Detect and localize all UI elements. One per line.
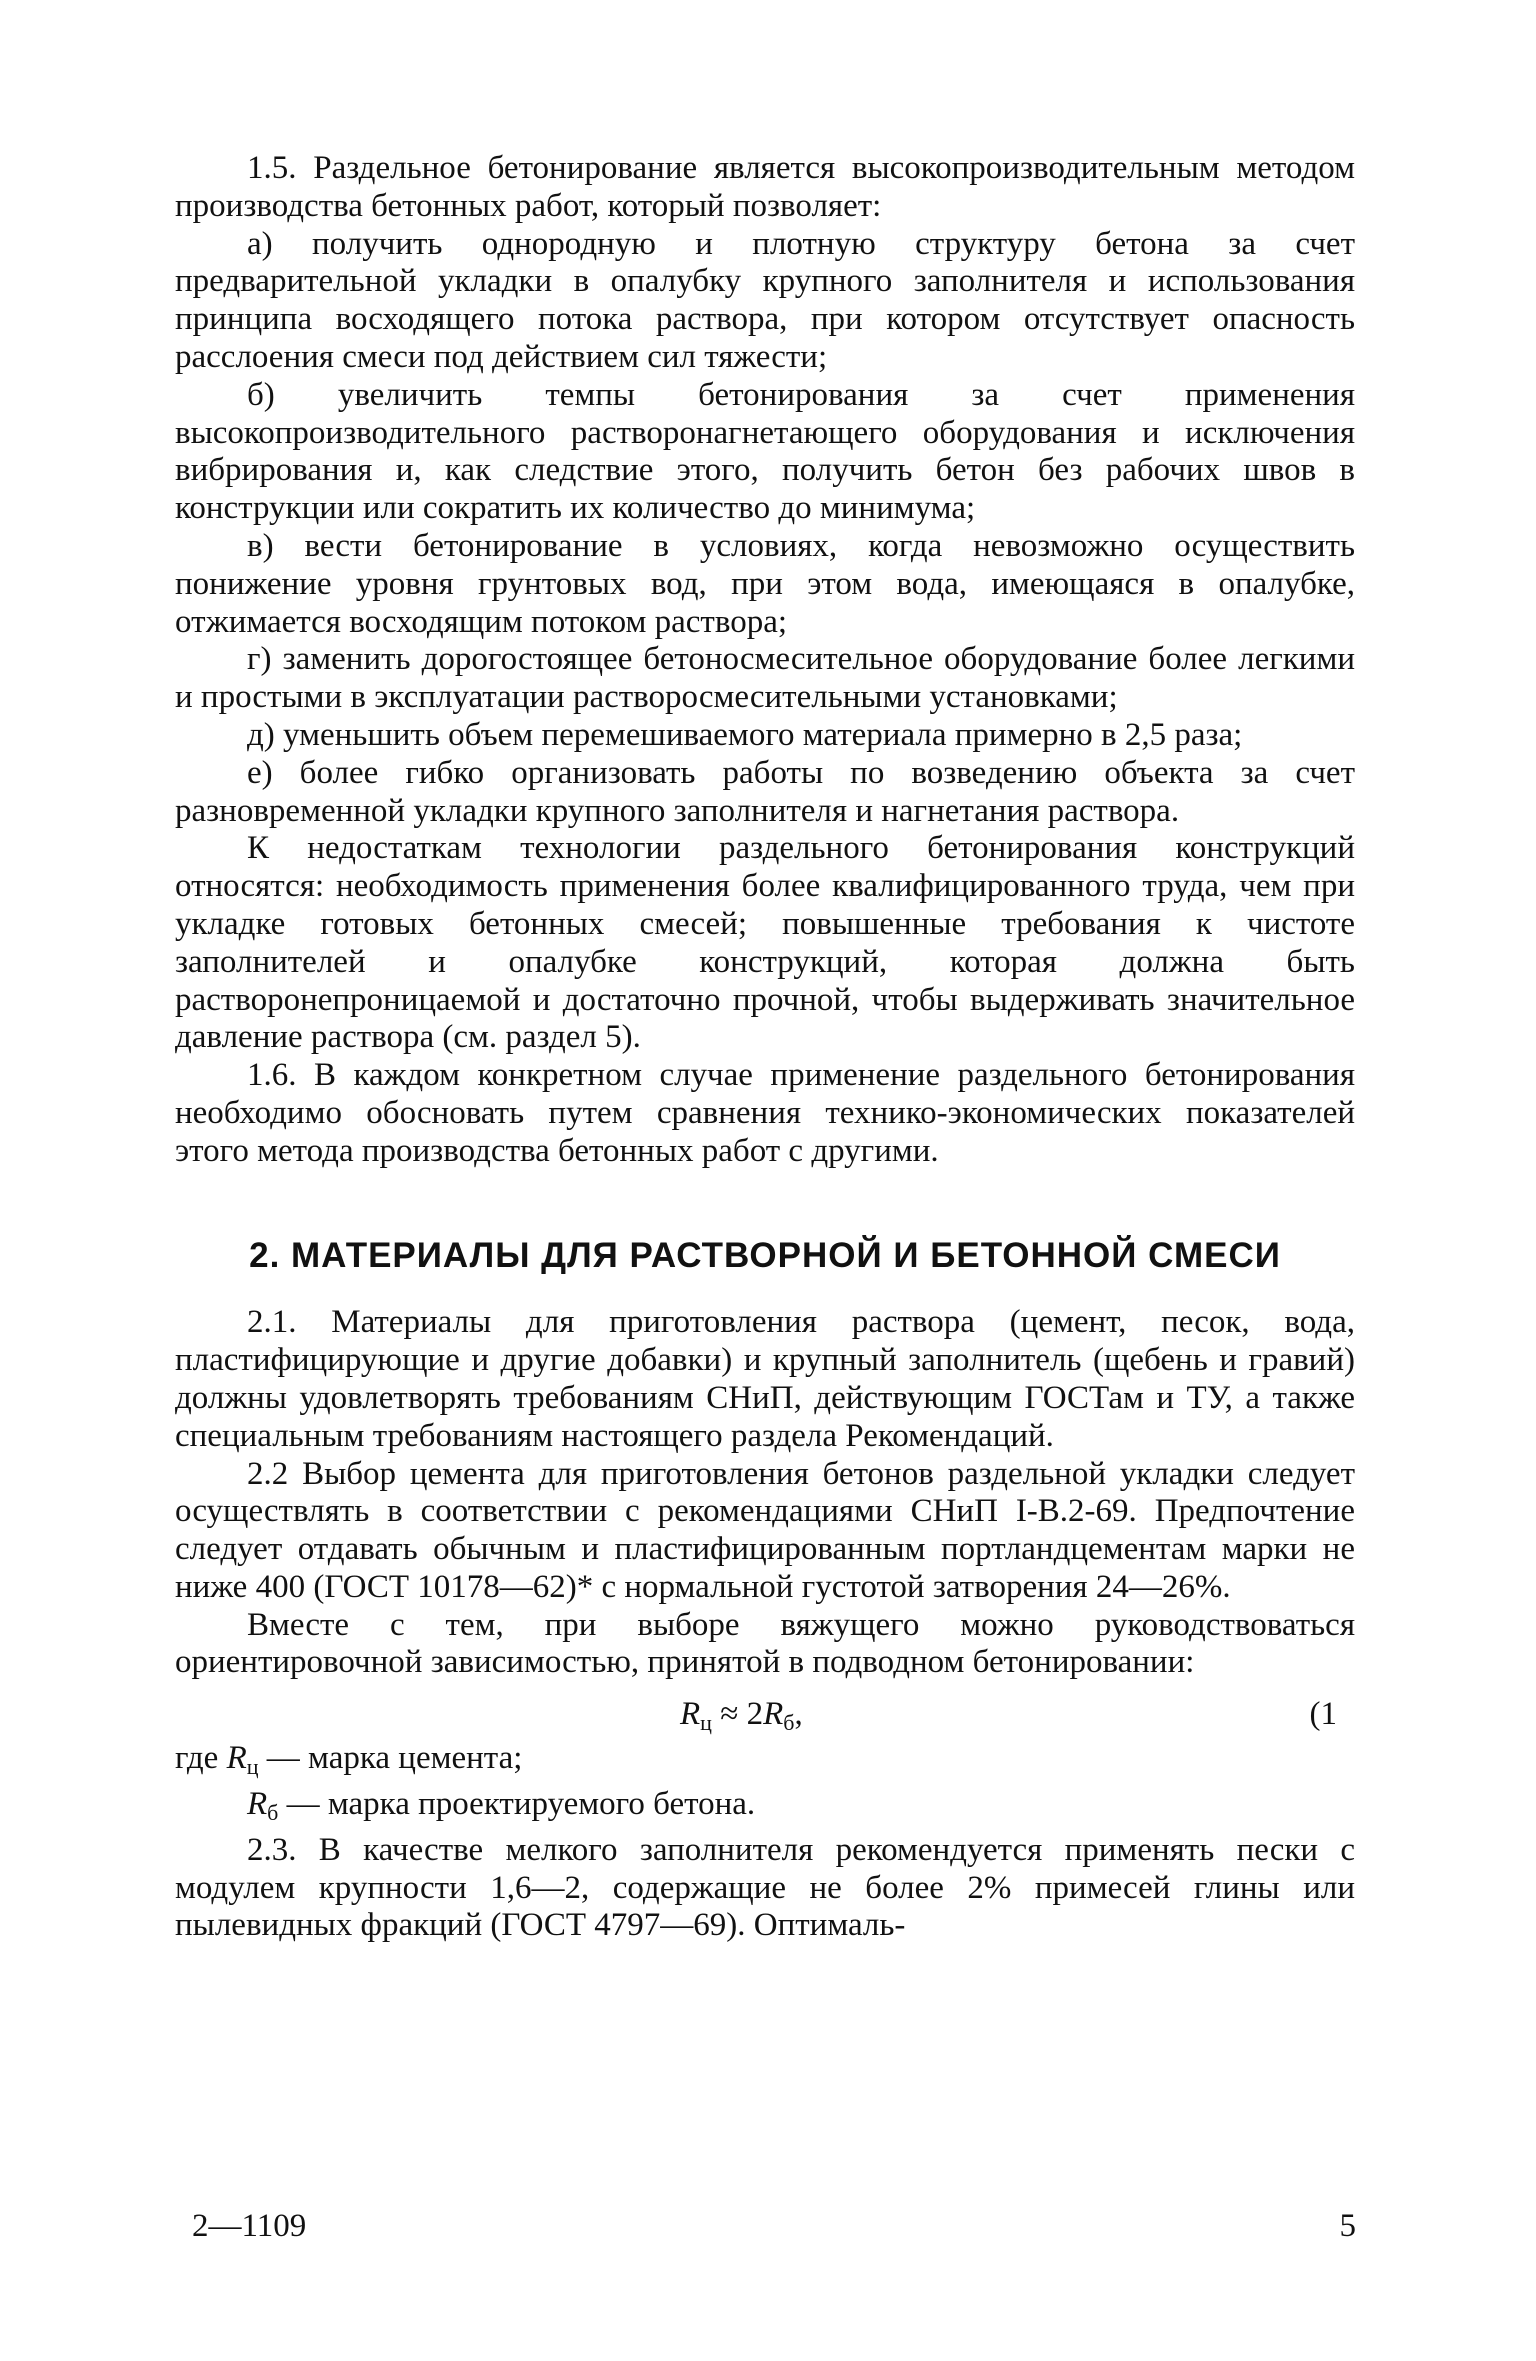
list-item-a: а) получить однородную и плотную структуру бетона за счет предварительной укладки в опалубку крупного заполнителя и использования принципа восходящего потока раствора, при котором отсутствует опасность расслоения смеси под действием сил тяжести; (175, 225, 1355, 375)
paragraph-1-5: 1.5. Раздельное бетонирование является высокопроизводительным методом производства бетонных работ, который позволяет: (175, 150, 1355, 224)
where-symbol: R (247, 1786, 268, 1823)
where-word: где (175, 1740, 219, 1777)
paragraph-2-1: 2.1. Материалы для приготовления раствора (цемент, песок, вода, пластифицирующие и другие добавки) и крупный заполнитель (щебень и гравий) должны удовлетворять требованиям СНиП, действующим ГОСТам и ТУ, а также специальным требованиям настоящего раздела Рекомендаций. (175, 1304, 1355, 1454)
list-item-g: г) заменить дорогостоящее бетоносмесительное оборудование более легкими и простыми в эксплуатации растворосмесительными установками; (175, 641, 1355, 716)
list-item-d: д) уменьшить объем перемешиваемого материала примерно в 2,5 раза; (247, 716, 1243, 753)
list-item-v: в) вести бетонирование в условиях, когда невозможно осуществить понижение уровня грунтовых вод, при этом вода, имеющаяся в опалубке, отжимается восходящим потоком раствора; (175, 527, 1355, 640)
where-symbol: R (226, 1740, 247, 1777)
where-description: — марка проектируемого бетона. (286, 1786, 756, 1823)
formula-operator: ≈ (720, 1696, 739, 1733)
formula-number: (1 (1309, 1696, 1337, 1733)
where-subscript: б (267, 1800, 279, 1826)
where-description: — марка цемента; (266, 1740, 523, 1777)
formula-rhs-coefficient: 2 (746, 1696, 764, 1733)
formula-lhs-symbol: R (680, 1696, 701, 1733)
paragraph-2-3: 2.3. В качестве мелкого заполнителя рекомендуется применять пески с модулем крупности 1,6—2, содержащие не более 2% примесей глины или пылевидных фракций (ГОСТ 4797—69). Оптималь- (175, 1831, 1355, 1944)
list-item-b: б) увеличить темпы бетонирования за счет применения высокопроизводительного растворонагнетающего оборудования и исключения вибрирования и, как следствие этого, получить бетон без рабочих швов в конструкции или сократить их количество до минимума; (175, 376, 1355, 527)
where-line-cement (175, 1740, 1355, 1786)
page-footer (192, 2208, 1356, 2248)
page-content (175, 150, 1355, 1945)
formula-trailing: , (794, 1696, 803, 1733)
section-heading: 2. МАТЕРИАЛЫ ДЛЯ РАСТВОРНОЙ И БЕТОННОЙ СМЕСИ (249, 1235, 1281, 1275)
paragraph-binder-choice: Вместе с тем, при выборе вяжущего можно руководствоваться ориентировочной зависимостью, принятой в подводном бетонировании: (175, 1606, 1355, 1681)
paragraph-drawbacks: К недостаткам технологии раздельного бетонирования конструкций относятся: необходимость применения более квалифицированного труда, чем при укладке готовых бетонных смесей; повышенные требования к чистоте заполнителей и опалубке конструкций, которая должна быть растворонепроницаемой и достаточно прочной, чтобы выдерживать значительное давление раствора (см. раздел 5). (175, 830, 1355, 1056)
formula-rhs-subscript: б (783, 1710, 795, 1736)
paragraph-2-2: 2.2 Выбор цемента для приготовления бетонов раздельной укладки следует осуществлять в соответствии с рекомендациями СНиП I-В.2-69. Предпочтение следует отдавать обычным и пластифицированным портландцементам марки не ниже 400 (ГОСТ 10178—62)* с нормальной густотой затворения 24—26%. (175, 1455, 1355, 1605)
where-line-concrete (175, 1786, 1355, 1832)
formula-block (175, 1692, 1355, 1740)
where-subscript: ц (246, 1754, 259, 1780)
formula-lhs-subscript: ц (700, 1710, 712, 1736)
formula-expression (680, 1696, 803, 1742)
print-signature: 2—1109 (192, 2208, 307, 2244)
paragraph-1-6: 1.6. В каждом конкретном случае применение раздельного бетонирования необходимо обосновать путем сравнения технико-экономических показателей этого метода производства бетонных работ с другими. (175, 1057, 1355, 1169)
page-number: 5 (1339, 2208, 1356, 2244)
list-item-e: е) более гибко организовать работы по возведению объекта за счет разновременной укладки крупного заполнителя и нагнетания раствора. (175, 754, 1355, 829)
formula-rhs-symbol: R (763, 1696, 784, 1733)
